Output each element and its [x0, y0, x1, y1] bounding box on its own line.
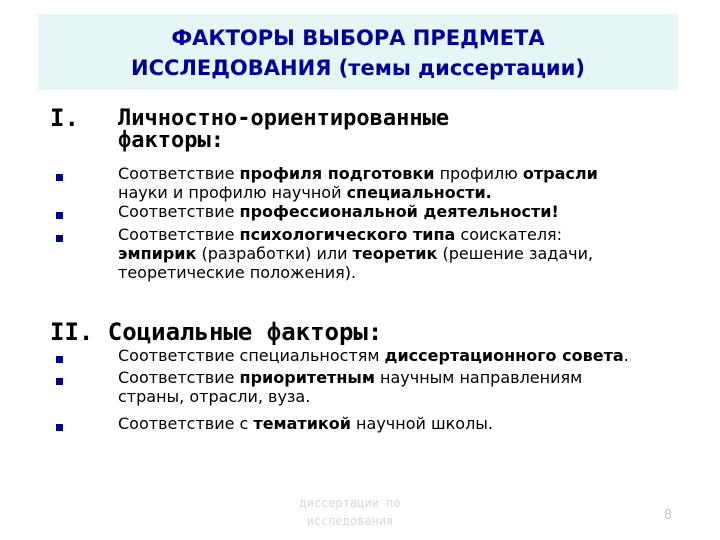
bullet-icon [56, 356, 63, 363]
footer-caption [270, 494, 430, 530]
item-text: теоретические положения). [118, 263, 357, 282]
item-text: соискателя: [455, 225, 563, 244]
section2-item [118, 368, 582, 406]
page-number: 8 [664, 508, 672, 523]
item-text: научной школы. [350, 414, 494, 433]
item-text: Соответствие [118, 225, 240, 244]
item-text: Соответствие [118, 202, 240, 221]
section2-item [118, 414, 493, 433]
emphasis-text: теоретик [352, 244, 438, 263]
bullet-icon [56, 424, 63, 431]
item-text: Соответствие специальностям [118, 346, 385, 365]
section1-heading-line2: факторы: [118, 128, 224, 153]
bullet-icon [56, 212, 63, 219]
item-text: страны, отрасли, вуза. [118, 387, 311, 406]
section1-item [118, 225, 593, 282]
item-text: Соответствие с [118, 414, 254, 433]
bullet-icon [56, 235, 63, 242]
section1-number: I. [50, 104, 79, 132]
item-text: (решение задачи, [437, 244, 594, 263]
emphasis-text: психологического типа [239, 225, 456, 244]
title-banner [38, 14, 678, 90]
item-text: профилю [434, 164, 523, 183]
section1-item [118, 202, 559, 221]
item-text: науки [118, 183, 168, 202]
emphasis-text: приоритетным [239, 368, 375, 387]
emphasis-text: профессиональной деятельности! [239, 202, 559, 221]
bullet-icon [56, 378, 63, 385]
emphasis-text: диссертационного совета [384, 346, 624, 365]
item-text: и профилю научной [167, 183, 347, 202]
item-text: Соответствие [118, 368, 240, 387]
footer-line1: диссертации по [299, 496, 401, 510]
slide-title-line2: ИССЛЕДОВАНИЯ (темы диссертации) [131, 56, 585, 80]
footer-line2: исследования [306, 514, 394, 528]
item-text: (разработки) или [196, 244, 353, 263]
slide-title-line1: ФАКТОРЫ ВЫБОРА ПРЕДМЕТА [171, 26, 545, 50]
item-text: . [623, 346, 629, 365]
bullet-icon [56, 174, 63, 181]
item-text: научным направлениям [374, 368, 583, 387]
section1-heading-line1: Личностно-ориентированные [118, 106, 450, 131]
section1-item [118, 164, 598, 202]
emphasis-text: отрасли [522, 164, 598, 183]
emphasis-text: эмпирик [118, 244, 197, 263]
emphasis-text: специальности. [346, 183, 492, 202]
emphasis-text: тематикой [253, 414, 351, 433]
section2-heading: II. Социальные факторы: [50, 318, 383, 346]
emphasis-text: профиля подготовки [239, 164, 435, 183]
item-text: Соответствие [118, 164, 240, 183]
section2-item [118, 346, 629, 365]
